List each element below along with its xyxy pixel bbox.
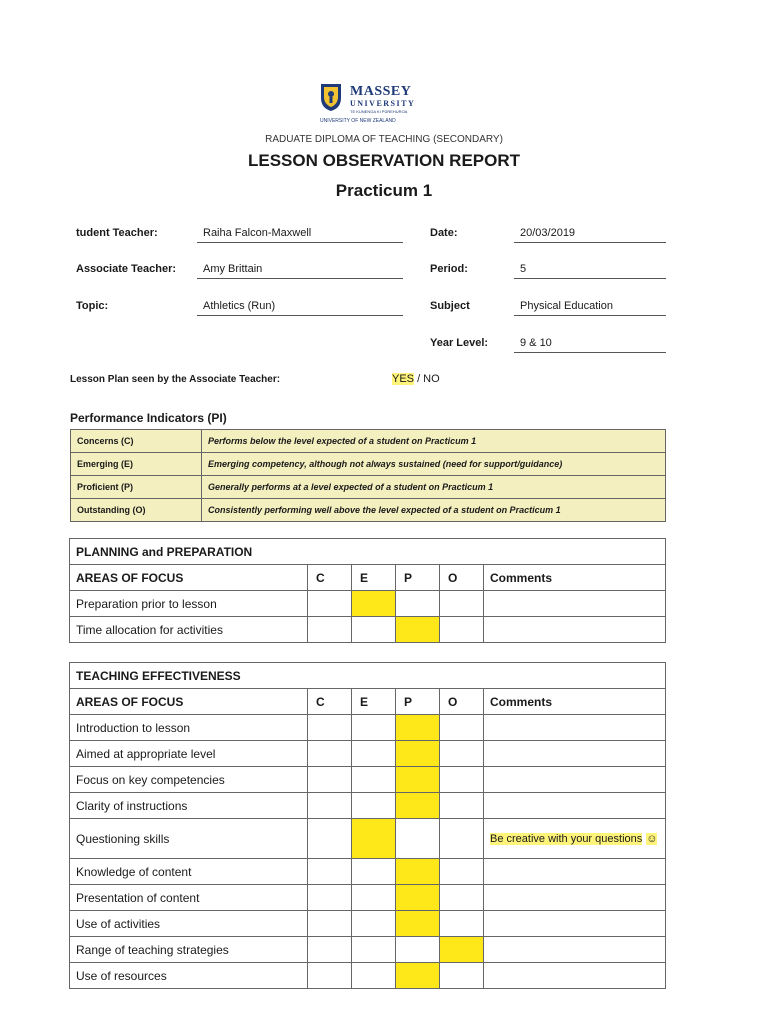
pi-description: Emerging competency, although not always sustained (need for support/guidance): [202, 453, 666, 476]
associate-teacher-label: Associate Teacher:: [76, 263, 177, 275]
teaching-title: TEACHING EFFECTIVENESS: [70, 663, 666, 689]
performance-indicators-table: [70, 429, 666, 522]
rating-cell-o: [440, 885, 484, 911]
pi-row: [71, 453, 666, 476]
topic-label: Topic:: [76, 300, 109, 312]
rating-cell-p: [396, 617, 440, 643]
comment-cell: [484, 715, 666, 741]
focus-row: [70, 591, 666, 617]
date-label: Date:: [430, 227, 458, 239]
rating-cell-e: [352, 819, 396, 859]
focus-row: [70, 617, 666, 643]
comment-cell: [484, 617, 666, 643]
logo-name: MASSEY: [350, 84, 412, 99]
planning-table: [69, 538, 666, 643]
planning-title: PLANNING and PREPARATION: [70, 539, 666, 565]
rating-cell-c: [308, 963, 352, 989]
focus-row: [70, 963, 666, 989]
focus-area: Preparation prior to lesson: [70, 591, 308, 617]
rating-cell-p: [396, 793, 440, 819]
c-header: C: [308, 565, 352, 591]
pi-level: Proficient (P): [71, 476, 202, 499]
rating-cell-p: [396, 963, 440, 989]
c-header: C: [308, 689, 352, 715]
lesson-plan-answer: [392, 373, 440, 385]
rating-cell-c: [308, 937, 352, 963]
focus-area: Introduction to lesson: [70, 715, 308, 741]
massey-logo: [318, 82, 438, 126]
rating-cell-e: [352, 793, 396, 819]
rating-cell-p: [396, 859, 440, 885]
rating-cell-o: [440, 767, 484, 793]
focus-row: [70, 885, 666, 911]
period-value: 5: [514, 261, 666, 279]
rating-cell-c: [308, 617, 352, 643]
comment-cell: [484, 859, 666, 885]
rating-cell-c: [308, 859, 352, 885]
rating-cell-e: [352, 885, 396, 911]
rating-cell-o: [440, 617, 484, 643]
rating-cell-o: [440, 793, 484, 819]
comment-cell: [484, 793, 666, 819]
pi-level: Outstanding (O): [71, 499, 202, 522]
date-value: 20/03/2019: [514, 225, 666, 243]
areas-header: AREAS OF FOCUS: [70, 689, 308, 715]
focus-row: [70, 741, 666, 767]
pi-description: Generally performs at a level expected of a student on Practicum 1: [202, 476, 666, 499]
practicum-title: Practicum 1: [335, 181, 433, 200]
rating-cell-p: [396, 819, 440, 859]
rating-cell-c: [308, 911, 352, 937]
logo-tagline: TE KUNENGA KI PŪREHUROA: [350, 109, 408, 114]
comment-cell: [484, 767, 666, 793]
focus-area: Use of resources: [70, 963, 308, 989]
focus-area: Use of activities: [70, 911, 308, 937]
logo-subtitle: UNIVERSITY: [350, 99, 416, 108]
rating-cell-o: [440, 591, 484, 617]
subject-value: Physical Education: [514, 298, 666, 316]
lesson-plan-yes: YES: [392, 373, 415, 385]
rating-cell-p: [396, 885, 440, 911]
e-header: E: [352, 689, 396, 715]
comments-header: Comments: [484, 689, 666, 715]
rating-cell-o: [440, 911, 484, 937]
rating-cell-o: [440, 715, 484, 741]
focus-row: [70, 937, 666, 963]
areas-header: AREAS OF FOCUS: [70, 565, 308, 591]
rating-cell-p: [396, 767, 440, 793]
rating-cell-o: [440, 819, 484, 859]
associate-teacher-value: Amy Brittain: [197, 261, 403, 279]
comment-cell: [484, 937, 666, 963]
pi-level: Concerns (C): [71, 430, 202, 453]
rating-cell-p: [396, 911, 440, 937]
rating-cell-p: [396, 591, 440, 617]
pi-description: Consistently performing well above the level expected of a student on Practicum 1: [202, 499, 666, 522]
rating-cell-o: [440, 937, 484, 963]
pi-row: [71, 476, 666, 499]
rating-cell-e: [352, 963, 396, 989]
rating-cell-c: [308, 715, 352, 741]
period-label: Period:: [430, 263, 468, 275]
focus-row: [70, 859, 666, 885]
pi-level: Emerging (E): [71, 453, 202, 476]
year-level-value: 9 & 10: [514, 335, 666, 353]
comment-cell: [484, 963, 666, 989]
topic-value: Athletics (Run): [197, 298, 403, 316]
rating-cell-c: [308, 741, 352, 767]
focus-area: Range of teaching strategies: [70, 937, 308, 963]
rating-cell-e: [352, 767, 396, 793]
report-title: LESSON OBSERVATION REPORT: [247, 151, 521, 170]
comment-cell: [484, 885, 666, 911]
o-header: O: [440, 689, 484, 715]
pi-row: [71, 430, 666, 453]
subject-label: Subject: [430, 300, 470, 312]
teaching-table: [69, 662, 666, 989]
focus-row: [70, 767, 666, 793]
student-teacher-label: tudent Teacher:: [76, 227, 158, 239]
focus-row: [70, 715, 666, 741]
lesson-plan-label: Lesson Plan seen by the Associate Teacher:: [70, 374, 281, 385]
comment-cell: [484, 741, 666, 767]
rating-cell-o: [440, 741, 484, 767]
focus-area: Aimed at appropriate level: [70, 741, 308, 767]
focus-area: Questioning skills: [70, 819, 308, 859]
rating-cell-o: [440, 963, 484, 989]
year-level-label: Year Level:: [430, 337, 489, 349]
rating-cell-c: [308, 819, 352, 859]
rating-cell-p: [396, 715, 440, 741]
rating-cell-p: [396, 937, 440, 963]
teaching-title-row: [70, 663, 666, 689]
rating-cell-e: [352, 937, 396, 963]
comment-text: Be creative with your questions: [490, 832, 643, 845]
p-header: P: [396, 565, 440, 591]
pi-row: [71, 499, 666, 522]
teaching-header-row: [70, 689, 666, 715]
rating-cell-e: [352, 741, 396, 767]
university-crest-icon: [318, 82, 344, 112]
rating-cell-c: [308, 793, 352, 819]
focus-row: [70, 793, 666, 819]
rating-cell-c: [308, 885, 352, 911]
comment-cell: [484, 591, 666, 617]
student-teacher-value: Raiha Falcon-Maxwell: [197, 225, 403, 243]
focus-area: Time allocation for activities: [70, 617, 308, 643]
rating-cell-c: [308, 767, 352, 793]
comment-cell: [484, 911, 666, 937]
planning-header-row: [70, 565, 666, 591]
rating-cell-e: [352, 591, 396, 617]
focus-row: [70, 819, 666, 859]
performance-indicators-title: Performance Indicators (PI): [70, 411, 227, 425]
rating-cell-e: [352, 911, 396, 937]
focus-row: [70, 911, 666, 937]
comments-header: Comments: [484, 565, 666, 591]
lesson-plan-no: / NO: [414, 373, 440, 385]
e-header: E: [352, 565, 396, 591]
o-header: O: [440, 565, 484, 591]
rating-cell-o: [440, 859, 484, 885]
rating-cell-p: [396, 741, 440, 767]
rating-cell-e: [352, 617, 396, 643]
pi-description: Performs below the level expected of a student on Practicum 1: [202, 430, 666, 453]
rating-cell-e: [352, 859, 396, 885]
logo-country: UNIVERSITY OF NEW ZEALAND: [320, 118, 396, 124]
comment-cell: [484, 819, 666, 859]
smiley-icon: ☺: [646, 832, 658, 845]
focus-area: Presentation of content: [70, 885, 308, 911]
rating-cell-c: [308, 591, 352, 617]
p-header: P: [396, 689, 440, 715]
focus-area: Focus on key competencies: [70, 767, 308, 793]
focus-area: Knowledge of content: [70, 859, 308, 885]
diploma-heading: RADUATE DIPLOMA OF TEACHING (SECONDARY): [265, 134, 503, 145]
focus-area: Clarity of instructions: [70, 793, 308, 819]
rating-cell-e: [352, 715, 396, 741]
planning-title-row: [70, 539, 666, 565]
